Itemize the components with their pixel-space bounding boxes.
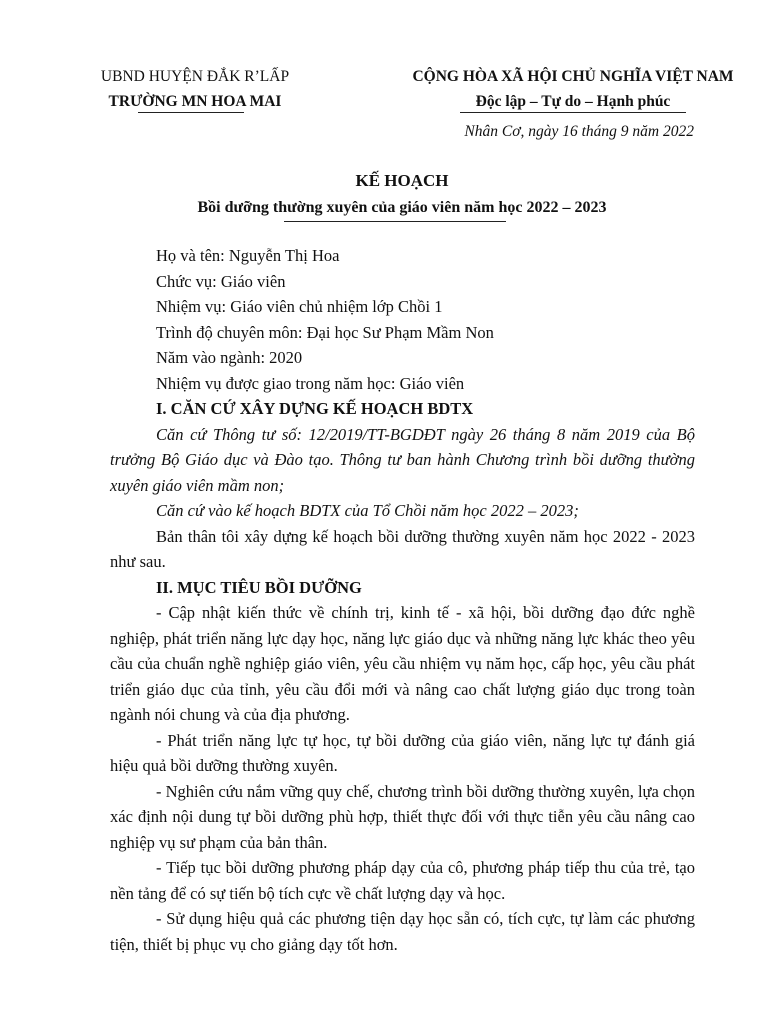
document-title: KẾ HOẠCH [355,171,449,190]
document-body [110,243,695,957]
org-header [70,67,320,112]
motto-underline [460,112,686,113]
info-name: Họ và tên: Nguyễn Thị Hoa [156,246,340,265]
info-duty: Nhiệm vụ: Giáo viên chủ nhiệm lớp Chồi 1 [156,297,443,316]
section-2-item: - Phát triển năng lực tự học, tự bồi dưỡng của giáo viên, năng lực tự đánh giá hiệu quả bồi dưỡng thường xuyên. [110,730,695,775]
org-line-1: UBND HUYỆN ĐẮK R’LẤP [100,68,290,85]
section-1-basis-3: Bản thân tôi xây dựng kế hoạch bồi dưỡng thường xuyên năm học 2022 - 2023 như sau. [110,526,695,571]
subtitle-underline [284,221,506,222]
org-underline [138,112,244,113]
section-2-item: - Nghiên cứu nắm vững quy chế, chương trình bồi dưỡng thường xuyên, lựa chọn xác định nội dung tự bồi dưỡng phù hợp, thiết thực đối với thực tiễn yêu cầu nâng cao nghiệp vụ sư phạm của bản thân. [110,781,695,852]
nation-line-2: Độc lập – Tự do – Hạnh phúc [475,93,671,110]
section-2-item: - Tiếp tục bồi dưỡng phương pháp dạy của cô, phương pháp tiếp thu của trẻ, tạo nền tảng để có sự tiến bộ tích cực về chất lượng dạy và học. [110,858,695,903]
info-start-year: Năm vào ngành: 2020 [156,348,303,367]
nation-line-1: CỘNG HÒA XÃ HỘI CHỦ NGHĨA VIỆT NAM [412,68,734,85]
info-assigned-task: Nhiệm vụ được giao trong năm học: Giáo viên [156,373,465,393]
nation-header [378,67,768,112]
section-1-heading: I. CĂN CỨ XÂY DỰNG KẾ HOẠCH BDTX [156,399,474,418]
section-1-basis-2: Căn cứ vào kế hoạch BDTX của Tổ Chồi năm học 2022 – 2023; [156,501,579,520]
section-2-item: - Cập nhật kiến thức về chính trị, kinh tế - xã hội, bồi dưỡng đạo đức nghề nghiệp, phát triển năng lực dạy học, năng lực giáo dục và những năng lực khác theo yêu cầu của chuẩn nghề nghiệp giáo viên, yêu cầu nhiệm vụ năm học, cấp học, yêu cầu phát triển giáo dục của tỉnh, yêu cầu đổi mới và nâng cao chất lượng giáo dục trong toàn ngành nói chung và của địa phương. [110,603,695,724]
info-qualification: Trình độ chuyên môn: Đại học Sư Phạm Mầm Non [156,322,494,342]
section-2-item: - Sử dụng hiệu quả các phương tiện dạy học sẵn có, tích cực, tự làm các phương tiện, thiết bị phục vụ cho giảng dạy tốt hơn. [110,909,695,954]
section-1-basis-1: Căn cứ Thông tư số: 12/2019/TT-BGDĐT ngày 26 tháng 8 năm 2019 của Bộ trưởng Bộ Giáo dục và Đào tạo. Thông tư ban hành Chương trình bồi dưỡng thường xuyên giáo viên mầm non; [110,424,695,495]
info-position: Chức vụ: Giáo viên [156,271,286,291]
section-2-heading: II. MỤC TIÊU BỒI DƯỠNG [156,577,362,597]
place-date: Nhân Cơ, ngày 16 tháng 9 năm 2022 [464,123,694,140]
document-subtitle: Bồi dưỡng thường xuyên của giáo viên năm học 2022 – 2023 [197,199,607,216]
org-line-2: TRƯỜNG MN HOA MAI [108,93,282,110]
